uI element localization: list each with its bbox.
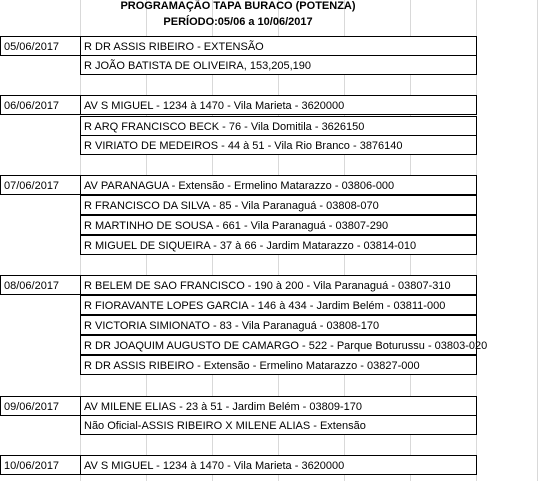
date-cell[interactable]: 07/06/2017 [0, 175, 81, 195]
date-cell[interactable]: 09/06/2017 [0, 396, 81, 416]
street-entry[interactable]: R FRANCISCO DA SILVA - 85 - Vila Paranaguá - 03808-070 [80, 195, 477, 215]
street-entry[interactable]: Não Oficial-ASSIS RIBEIRO X MILENE ALIAS - Extensão [80, 415, 477, 435]
street-entry[interactable]: R FIORAVANTE LOPES GARCIA - 146 à 434 - Jardim Belém - 03811-000 [80, 295, 477, 315]
street-entry[interactable]: R DR JOAQUIM AUGUSTO DE CAMARGO - 522 - Parque Boturussu - 03803-020 [80, 335, 477, 355]
street-entry[interactable]: R BELEM DE SAO FRANCISCO - 190 à 200 - Vila Paranaguá - 03807-310 [80, 275, 477, 295]
sheet-title: PROGRAMAÇÃO TAPA BURACO (POTENZA) [120, 0, 356, 12]
date-cell[interactable]: 05/06/2017 [0, 36, 81, 56]
street-entry[interactable]: R MARTINHO DE SOUSA - 661 - Vila Paranaguá - 03807-290 [80, 215, 477, 235]
date-cell[interactable]: 10/06/2017 [0, 455, 81, 475]
street-entry[interactable]: R DR ASSIS RIBEIRO - EXTENSÃO [80, 36, 477, 56]
street-entry[interactable]: R ARQ FRANCISCO BECK - 76 - Vila Domitila - 3626150 [80, 116, 477, 136]
street-entry[interactable]: R VIRIATO DE MEDEIROS - 44 à 51 - Vila Rio Branco - 3876140 [80, 135, 477, 155]
street-entry[interactable]: R JOÃO BATISTA DE OLIVEIRA, 153,205,190 [80, 55, 477, 75]
street-entry[interactable]: AV MILENE ELIAS - 23 à 51 - Jardim Belém - 03809-170 [80, 396, 477, 416]
street-entry[interactable]: R VICTORIA SIMIONATO - 83 - Vila Paranaguá - 03808-170 [80, 315, 477, 335]
street-entry[interactable]: R MIGUEL DE SIQUEIRA - 37 à 66 - Jardim Matarazzo - 03814-010 [80, 235, 477, 255]
street-entry[interactable]: R DR ASSIS RIBEIRO - Extensão - Ermelino Matarazzo - 03827-000 [80, 355, 477, 375]
sheet-period: PERÍODO:05/06 a 10/06/2017 [163, 16, 313, 28]
street-entry[interactable]: AV S MIGUEL - 1234 à 1470 - Vila Marieta - 3620000 [80, 455, 477, 475]
date-cell[interactable]: 06/06/2017 [0, 95, 81, 115]
date-cell[interactable]: 08/06/2017 [0, 275, 81, 295]
street-entry[interactable]: AV S MIGUEL - 1234 à 1470 - Vila Marieta - 3620000 [80, 95, 477, 115]
street-entry[interactable]: AV PARANAGUA - Extensão - Ermelino Matarazzo - 03806-000 [80, 175, 477, 195]
